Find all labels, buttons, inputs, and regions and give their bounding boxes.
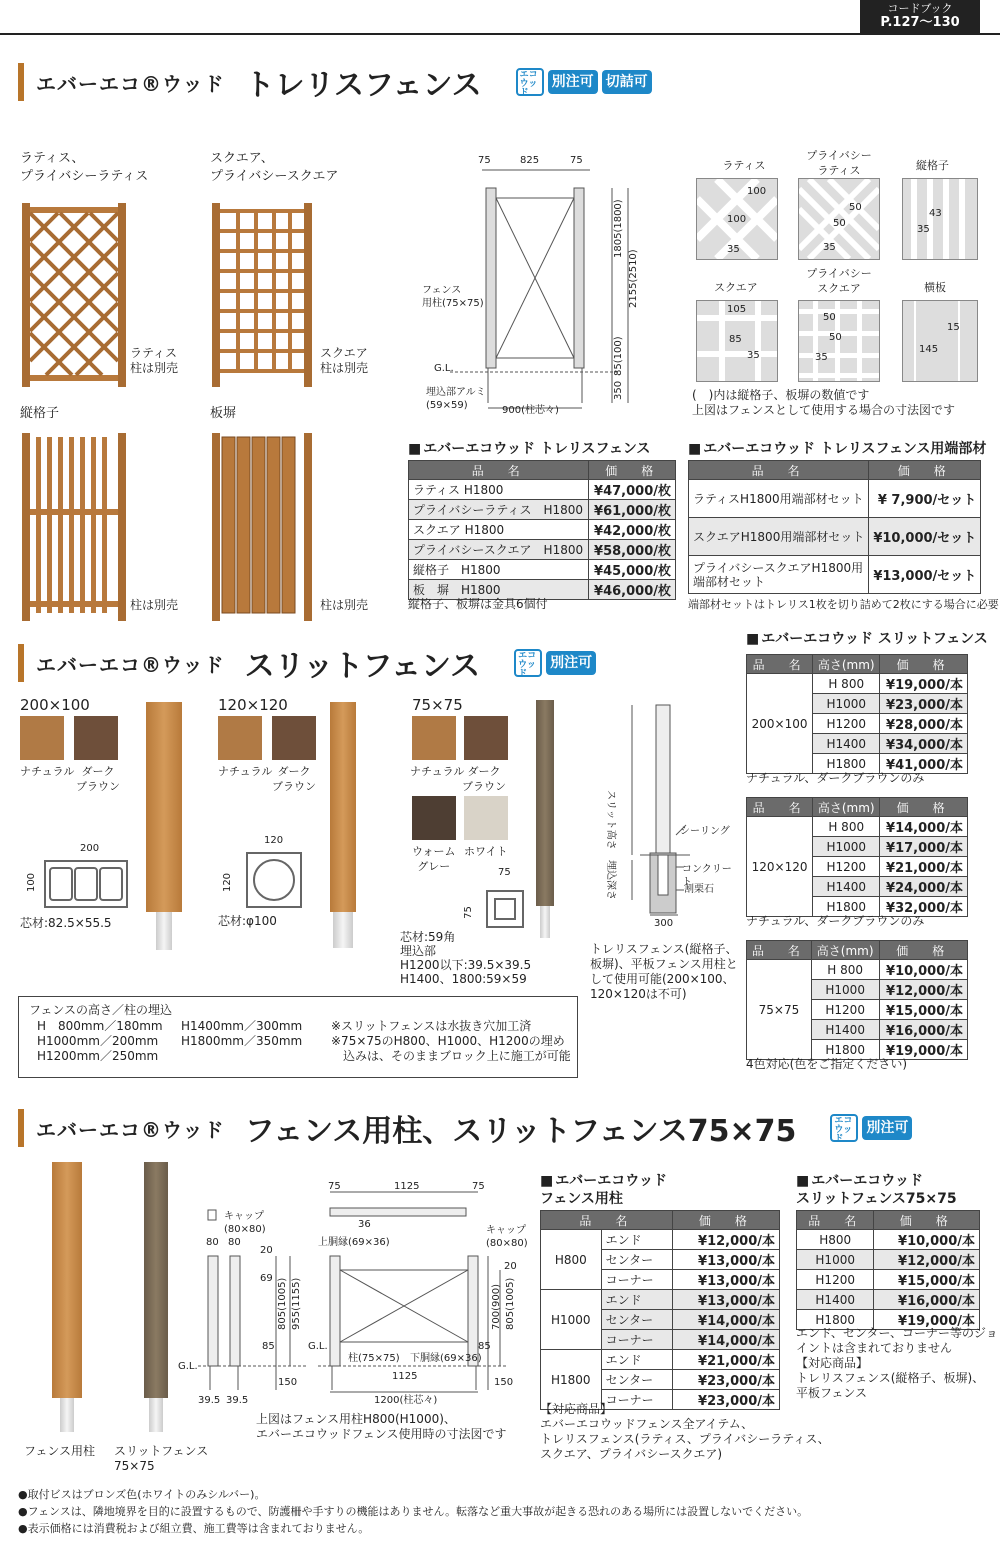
slit75-price-table: 品 名 価 格 H800 ¥10,000/本 H1000 ¥12,000/本 H1200 ¥15,000/本 H1400 ¥16,000/本 H1800 ¥19,000/本 xyxy=(796,1210,980,1330)
section-title-posts: エバーエコ®ウッド フェンス用柱、スリットフェンス75×75 エコウッド 別注可 xyxy=(18,1108,912,1148)
photo-caption: ラティス、 プライバシーラティス xyxy=(20,151,149,184)
dark-brown-swatch xyxy=(272,716,316,760)
pattern-privacy-square: 50 50 35 xyxy=(798,300,880,382)
table-note: 4色対応(色をご指定ください) xyxy=(746,1057,907,1071)
swatch-label: ナチュラル xyxy=(218,765,273,778)
cross-section-75x75 xyxy=(486,890,524,928)
white-swatch xyxy=(464,796,508,840)
post-anchor xyxy=(60,1398,74,1432)
slit-post-200x100 xyxy=(146,702,182,912)
slit-price-table-2: 品 名 高さ(mm) 価 格 75×75 H 800 ¥10,000/本 H1000 ¥12,000/本 H1200 ¥15,000/本 H1400 ¥16,000/本 H1800 ¥19,000/本 xyxy=(746,940,968,1060)
lattice-fence-image xyxy=(22,203,126,387)
table-title: ■ エバーエコウッド フェンス用柱 xyxy=(540,1172,667,1208)
dim-label: 75 xyxy=(462,906,474,919)
fence-post-price-table: 品 名 価 格 H800 エンド ¥12,000/本 センター ¥13,000/本 コーナー ¥13,000/本 H1000 エンド ¥13,000/本 センター ¥14,000/本 コーナー ¥14,000/本 H1800 エンド ¥21,000/本 センター ¥23,000/本 コーナー ¥23,000/本 xyxy=(540,1210,780,1410)
photo-caption: 縦格子 xyxy=(20,406,60,421)
section-title-slit: エバーエコ®ウッド スリットフェンス エコウッド 別注可 xyxy=(18,643,596,683)
post-anchor xyxy=(333,912,353,948)
section-title-trellis: エバーエコ®ウッド トレリスフェンス エコウッド 別注可 切詰可 xyxy=(18,62,652,102)
eco-wood-badge: エコウッド xyxy=(830,1114,858,1142)
vertical-slat-fence-image xyxy=(22,433,126,621)
photo-note: 柱は別売 xyxy=(320,598,369,612)
photo-caption: スリットフェンス 75×75 xyxy=(114,1444,209,1473)
core-label: 芯材:59角 埋込部 H1200以下:39.5×39.5 H1400、1800:59×59 xyxy=(400,930,532,986)
swatch-label: ホワイト xyxy=(464,845,508,858)
pattern-horizontal-board: 15 145 xyxy=(902,300,978,382)
end-parts-price-table: 品 名 価 格 ラティスH1800用端部材セット ¥ 7,900/セット スクエアH1800用端部材セット ¥10,000/セット プライバシースクエアH1800用 端部材セット ¥13,000/セット xyxy=(688,460,981,594)
dim-label: 120 xyxy=(264,835,284,846)
dark-brown-swatch xyxy=(74,716,118,760)
natural-swatch xyxy=(412,716,456,760)
footer-notes: ●取付ビスはブロンズ色(ホワイトのみシルバー)。 ●フェンスは、隣地境界を目的に設置するもので、防護柵や手すりの機能はありません。転落など重大事故が起きる恐れのある場所には設置しないでください。 ●表示価格には消費税および組立費、施工費等は含まれておりません。 xyxy=(18,1488,809,1535)
trellis-dimension-diagram: 75 825 75 1805(1800) 2155(2510) 85(100) 350 フェンス 用柱(75×75) G.L. 埋込部アルミ (59×59) 900(柱芯々) xyxy=(422,155,639,416)
dim-label: 75 xyxy=(498,867,511,878)
size-label: 120×120 xyxy=(218,696,288,714)
joint-note: エンド、センター、コーナー等のジョ イントは含まれておりません 【対応商品】 トレリスフェンス(縦格子、板塀)、 平板フェンス xyxy=(796,1326,998,1400)
cross-section-120x120 xyxy=(246,852,302,908)
natural-swatch xyxy=(20,716,64,760)
table-title: ■ エバーエコウッド トレリスフェンス用端部材 xyxy=(688,440,986,458)
pattern-square: 105 85 35 xyxy=(696,300,778,382)
dim-label: 120 xyxy=(222,872,234,893)
pattern-lattice: 100 100 35 xyxy=(696,178,778,260)
photo-note: 柱は別売 xyxy=(130,598,179,612)
pattern-note: ( )内は縦格子、板塀の数値です 上図はフェンスとして使用する場合の寸法図です xyxy=(692,388,956,417)
fence-post-image xyxy=(52,1162,82,1398)
dark-brown-swatch xyxy=(464,716,508,760)
custom-order-badge: 別注可 xyxy=(862,1116,912,1140)
compatible-products-note: 【対応商品】 エバーエコウッドフェンス全アイテム、 トレリスフェンス(ラティス、プライバシーラティス、 スクエア、プライバシースクエア) xyxy=(540,1402,830,1461)
codebook-tag: コードブック P.127〜130 xyxy=(860,0,980,34)
table-note: ナチュラル、ダークブラウンのみ xyxy=(746,771,925,785)
square-fence-image xyxy=(212,203,312,387)
photo-note: スクエア 柱は別売 xyxy=(320,346,369,375)
dim-label: 100 xyxy=(26,872,38,893)
slit-price-table-1: 品 名 高さ(mm) 価 格 120×120 H 800 ¥14,000/本 H1000 ¥17,000/本 H1200 ¥21,000/本 H1400 ¥24,000/本 H1800 ¥32,000/本 xyxy=(746,797,968,917)
slit-fence-75-image xyxy=(144,1162,168,1398)
post-dimension-diagram: キャップ (80×80) 80 80 20 69 805(1005) 955(1155) 85 150 G.L. 39.5 39.5 75 1125 75 36 上胴縁(69×36) キャップ (80×80) 20 700(900) 805(1005) 85 150 G.L. 柱(75×75) 下胴縁(69×36) 1125 1200(柱芯々) xyxy=(178,1181,528,1406)
trellis-price-table: 品 名 価 格 ラティス H1800 ¥47,000/枚 プライバシーラティス H1800 ¥61,000/枚 スクエア H1800 ¥42,000/枚 プライバシースクエア H1800 ¥58,000/枚 縦格子 H1800 ¥45,000/枚 板 塀 H1800 ¥46,000/枚 xyxy=(408,460,676,600)
post-anchor xyxy=(149,1398,163,1432)
table-title: ■ エバーエコウッド トレリスフェンス xyxy=(408,440,650,458)
swatch-label: ウォーム グレー xyxy=(412,845,456,873)
slit-install-diagram: スリット高さ 埋込深さ シーリング コンクリート 割栗石 300 xyxy=(600,695,740,935)
eco-wood-badge: エコウッド xyxy=(516,68,544,96)
diagram-note: 上図はフェンス用柱H800(H1000)、 エバーエコウッドフェンス使用時の寸法図です xyxy=(256,1412,507,1441)
photo-caption: スクエア、 プライバシースクエア xyxy=(210,151,339,184)
natural-swatch xyxy=(218,716,262,760)
photo-note: ラティス 柱は別売 xyxy=(130,346,179,375)
size-label: 75×75 xyxy=(412,696,463,714)
top-rule xyxy=(0,33,1000,35)
swatch-label: ナチュラル xyxy=(410,765,465,778)
photo-caption: フェンス用柱 xyxy=(24,1444,96,1458)
custom-order-badge: 別注可 xyxy=(548,70,598,94)
swatch-label: ダーク ブラウン xyxy=(272,765,316,793)
post-anchor xyxy=(156,912,172,950)
height-burial-info: フェンスの高さ／柱の埋込 H 800mm／180mm H1000mm／200mm H1200mm／250mm H1400mm／300mm H1800mm／350mm ※スリットフェンスは水抜き穴加工済 ※75×75のH800、H1000、H1200の埋め 込みは、そのままブロック上に施工が可能 xyxy=(18,996,578,1078)
warm-gray-swatch xyxy=(412,796,456,840)
table-note: 端部材セットはトレリス1枚を切り詰めて2枚にする場合に必要 xyxy=(688,598,999,611)
post-anchor xyxy=(540,906,550,938)
slit-post-75x75 xyxy=(536,700,554,906)
cross-section-200x100 xyxy=(44,860,128,908)
cut-badge: 切詰可 xyxy=(602,70,652,94)
custom-order-badge: 別注可 xyxy=(546,651,596,675)
photo-caption: 板塀 xyxy=(210,406,237,421)
pattern-grid: ラティス 100 100 35 プライバシー ラティス 50 50 35 縦格子 43 35 スクエア 105 85 35 プライバシー スクエア 50 50 35 横板 15 145 xyxy=(694,148,984,388)
core-label: 芯材:82.5×55.5 xyxy=(20,916,112,930)
size-label: 200×100 xyxy=(20,696,90,714)
trellis-compat-note: トレリスフェンス(縦格子、 板塀)、平板フェンス用柱と して使用可能(200×100、 120×120は不可) xyxy=(590,942,738,1001)
eco-wood-badge: エコウッド xyxy=(514,649,542,677)
swatch-label: ダーク ブラウン xyxy=(76,765,120,793)
table-note: 縦格子、板塀は金具6個付 xyxy=(408,597,548,611)
table-title: ■ エバーエコウッド スリットフェンス75×75 xyxy=(796,1172,957,1208)
slit-post-120x120 xyxy=(330,702,356,912)
table-title: ■ エバーエコウッド スリットフェンス xyxy=(746,630,988,648)
pattern-privacy-lattice: 50 50 35 xyxy=(798,178,880,260)
slit-price-table-0: 品 名 高さ(mm) 価 格 200×100 H 800 ¥19,000/本 H1000 ¥23,000/本 H1200 ¥28,000/本 H1400 ¥34,000/本 H1800 ¥41,000/本 xyxy=(746,654,968,774)
core-label: 芯材:φ100 xyxy=(218,914,277,928)
swatch-label: ナチュラル xyxy=(20,765,75,778)
dim-label: 200 xyxy=(80,843,100,854)
pattern-vertical: 43 35 xyxy=(902,178,978,260)
table-note: ナチュラル、ダークブラウンのみ xyxy=(746,914,925,928)
board-fence-image xyxy=(212,433,312,621)
swatch-label: ダーク ブラウン xyxy=(462,765,506,793)
